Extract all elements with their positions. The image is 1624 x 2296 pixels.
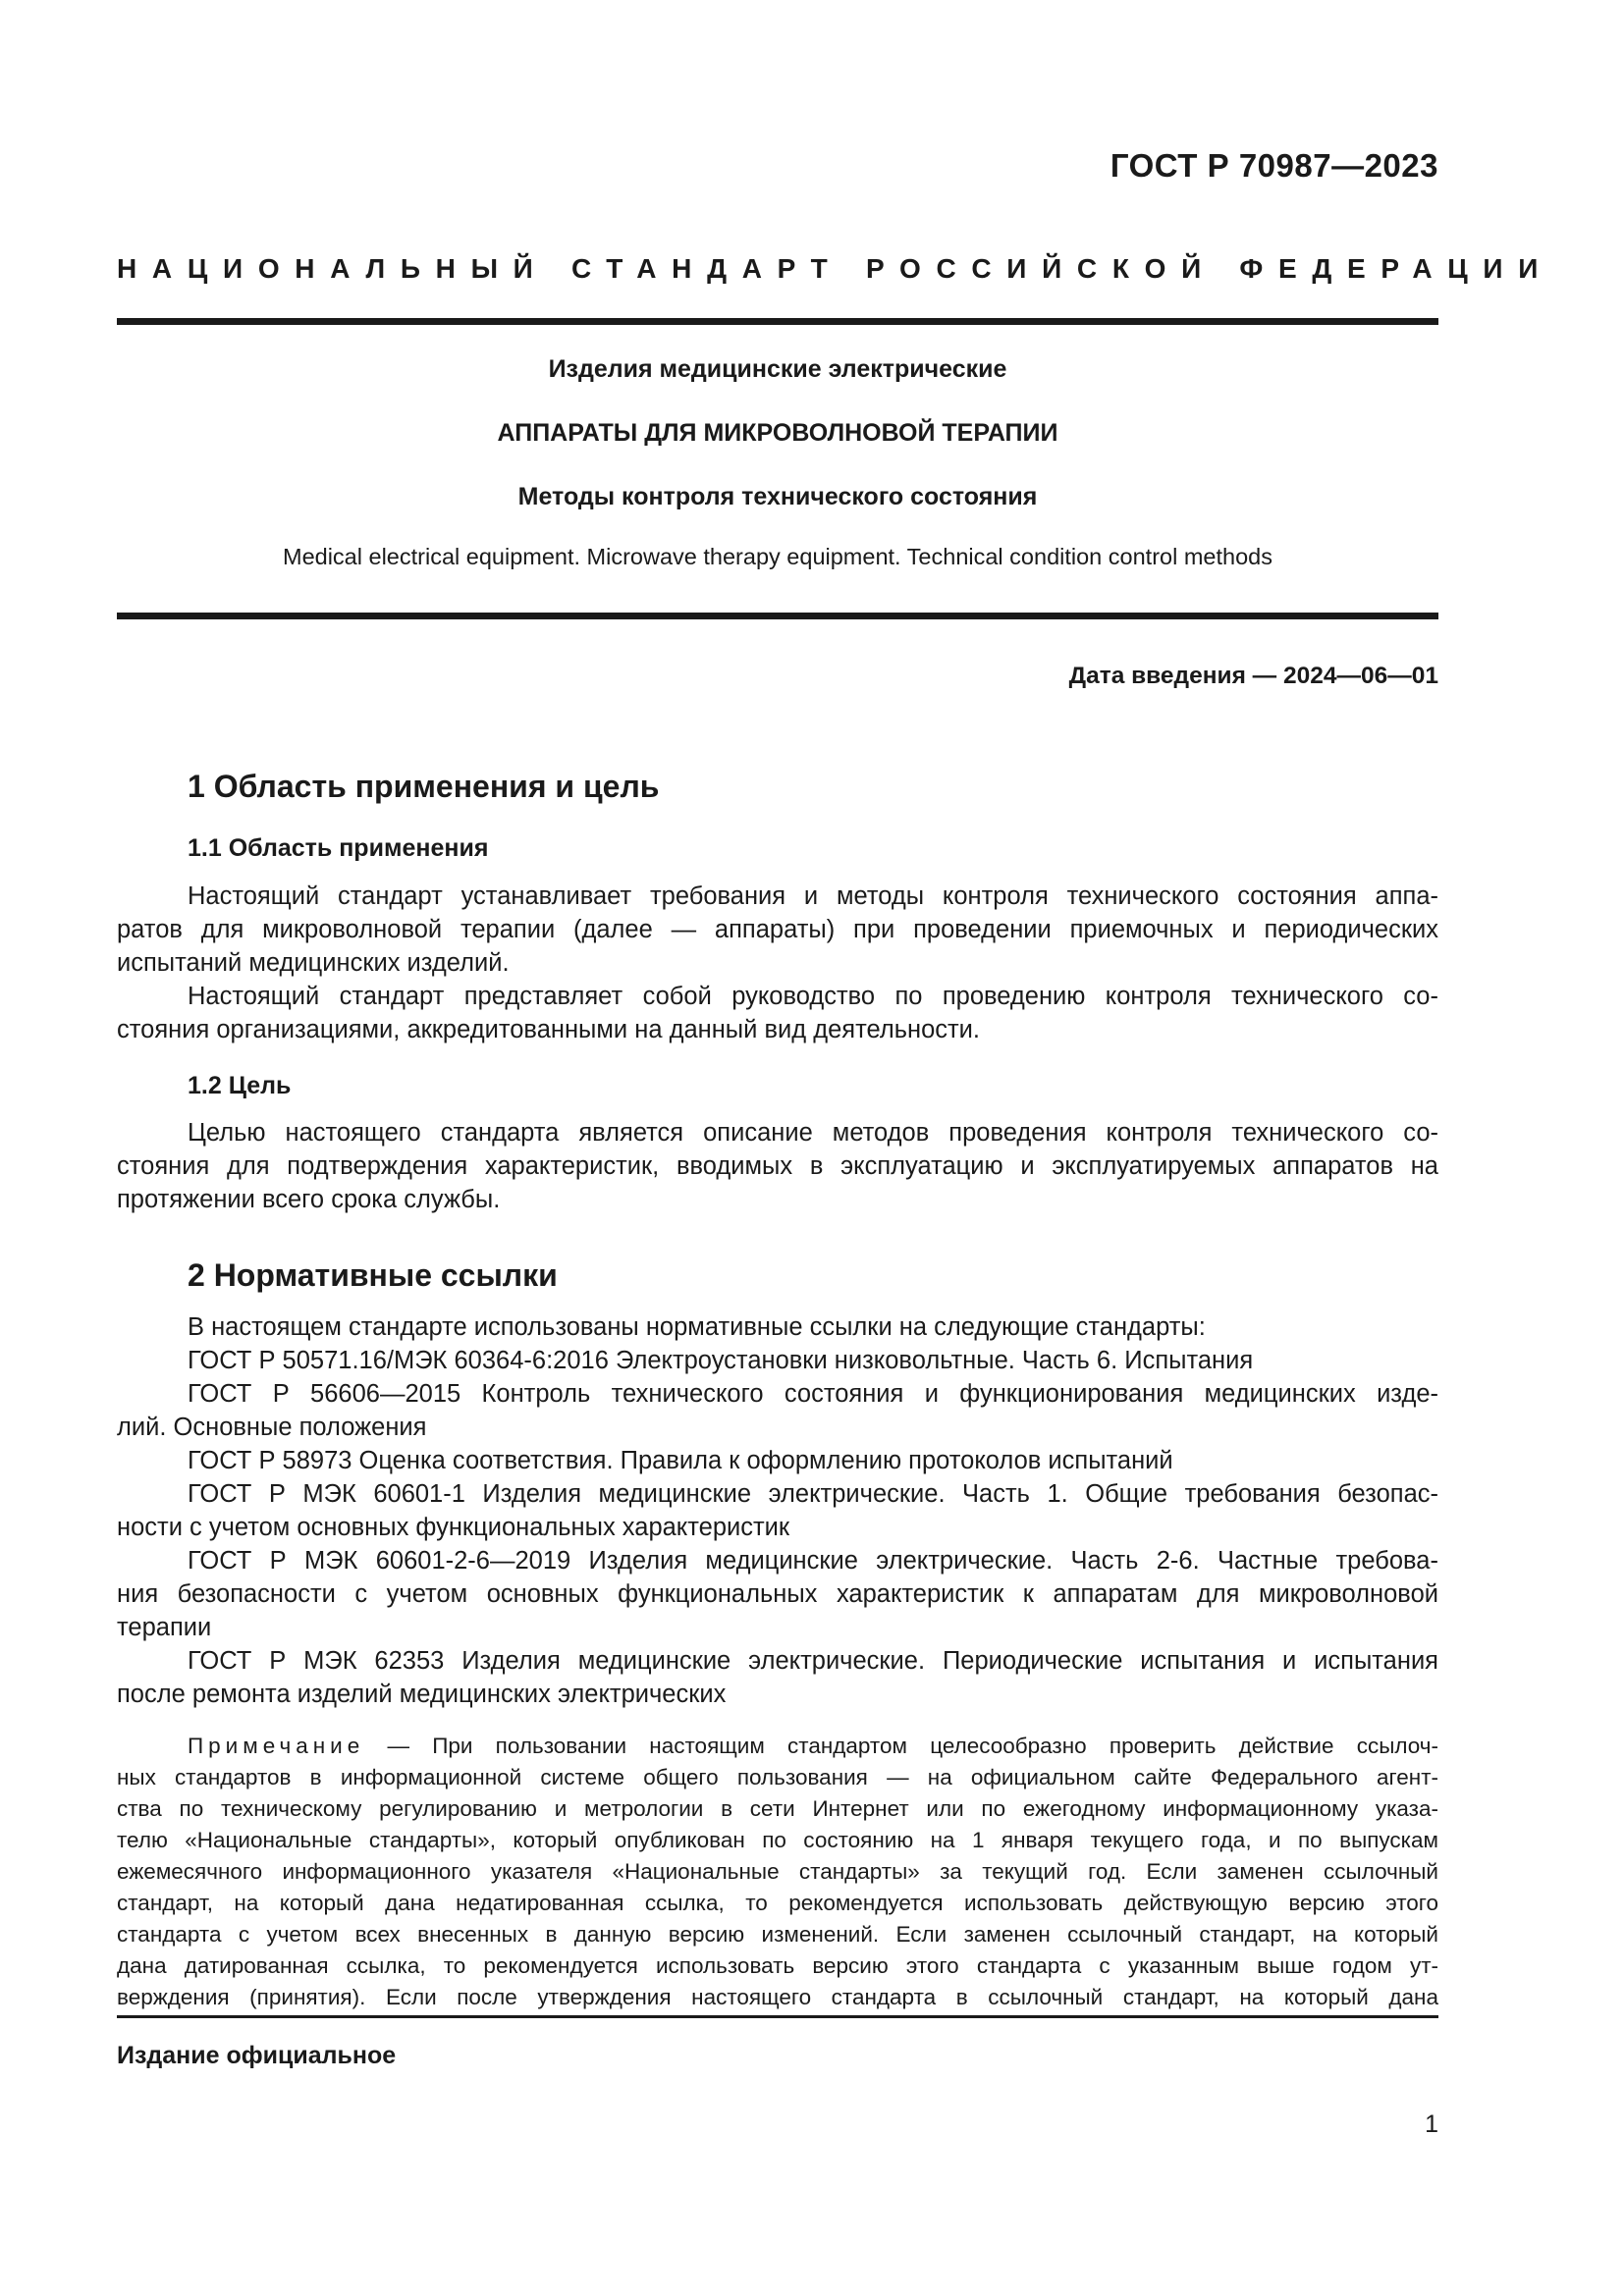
reference-line: ГОСТ Р 56606—2015 Контроль технического состояния и функционирования медицинских изде- <box>188 1380 1438 1408</box>
section-1-2-heading: 1.2 Цель <box>188 1072 292 1099</box>
reference-line: после ремонта изделий медицинских электрических <box>117 1681 727 1708</box>
reference-line: ГОСТ Р МЭК 62353 Изделия медицинские электрические. Периодические испытания и испытания <box>188 1647 1438 1675</box>
reference-line: ности с учетом основных функциональных характеристик <box>117 1514 790 1541</box>
document-page <box>117 0 1554 2296</box>
paragraph-line: Целью настоящего стандарта является описание методов проведения контроля технического со- <box>188 1119 1438 1147</box>
note-line: телю «Национальные стандарты», который опубликован по состоянию на 1 января текущего года, и по выпускам <box>117 1828 1438 1852</box>
paragraph-line: ратов для микроволновой терапии (далее — аппараты) при проведении приемочных и периодических <box>117 916 1438 943</box>
note-line: стандарт, на который дана недатированная ссылка, то рекомендуется использовать действующую версию этого <box>117 1891 1438 1915</box>
english-title: Medical electrical equipment. Microwave therapy equipment. Technical condition control methods <box>283 544 1272 569</box>
note-line: ных стандартов в информационной системе общего пользования — на официальном сайте Федерального агент- <box>117 1765 1438 1789</box>
note-line: дана датированная ссылка, то рекомендуется использовать версию этого стандарта с указанным выше годом ут- <box>117 1953 1438 1978</box>
reference-line: терапии <box>117 1614 212 1641</box>
note-line: верждения (принятия). Если после утверждения настоящего стандарта в ссылочный стандарт, на который дана <box>117 1985 1438 2009</box>
paragraph-line: протяжении всего срока службы. <box>117 1186 501 1213</box>
note-first-line <box>188 1731 1438 1762</box>
note-text: — При пользовании настоящим стандартом целесообразно проверить действие ссылоч- <box>364 1734 1438 1758</box>
note-line: ежемесячного информационного указателя «Национальные стандарты» за текущий год. Если заменен ссылочный <box>117 1859 1438 1884</box>
national-standard-banner: НАЦИОНАЛЬНЫЙ СТАНДАРТ РОССИЙСКОЙ ФЕДЕРАЦИИ <box>117 253 1554 284</box>
introduction-date: Дата введения — 2024—06—01 <box>1068 663 1438 689</box>
edition-label: Издание официальное <box>117 2042 397 2069</box>
header-divider-bottom <box>117 613 1438 619</box>
page-number: 1 <box>1425 2110 1438 2138</box>
standard-number: ГОСТ Р 70987—2023 <box>1110 147 1438 184</box>
paragraph-line: стояния организациями, аккредитованными на данный вид деятельности. <box>117 1016 981 1043</box>
reference-line: лий. Основные положения <box>117 1414 427 1441</box>
reference-line: В настоящем стандарте использованы нормативные ссылки на следующие стандарты: <box>188 1313 1206 1341</box>
reference-line: ГОСТ Р МЭК 60601-2-6—2019 Изделия медицинские электрические. Часть 2-6. Частные требова- <box>188 1547 1438 1575</box>
footer-divider <box>117 2015 1438 2018</box>
note-label: Примечание <box>188 1734 365 1758</box>
reference-line: ГОСТ Р 50571.16/МЭК 60364-6:2016 Электроустановки низковольтные. Часть 6. Испытания <box>188 1347 1254 1374</box>
reference-line: ГОСТ Р 58973 Оценка соответствия. Правила к оформлению протоколов испытаний <box>188 1447 1173 1474</box>
section-2-heading: 2 Нормативные ссылки <box>188 1257 558 1293</box>
note-line: стандарта с учетом всех внесенных в данную версию изменений. Если заменен ссылочный стандарт, на который <box>117 1922 1438 1947</box>
header-divider-top <box>117 318 1438 325</box>
note-line: ства по техническому регулированию и метрологии в сети Интернет или по ежегодному информационному указа- <box>117 1796 1438 1821</box>
section-1-heading: 1 Область применения и цель <box>188 769 660 804</box>
title-line-3: Методы контроля технического состояния <box>517 483 1038 510</box>
section-1-1-heading: 1.1 Область применения <box>188 834 489 862</box>
title-line-1: Изделия медицинские электрические <box>548 355 1007 383</box>
paragraph-line: испытаний медицинских изделий. <box>117 949 510 977</box>
reference-line: ния безопасности с учетом основных функциональных характеристик к аппаратам для микроволновой <box>117 1580 1438 1608</box>
paragraph-line: Настоящий стандарт представляет собой руководство по проведению контроля технического со- <box>188 983 1438 1010</box>
paragraph-line: стояния для подтверждения характеристик, вводимых в эксплуатацию и эксплуатируемых аппаратов на <box>117 1152 1438 1180</box>
paragraph-line: Настоящий стандарт устанавливает требования и методы контроля технического состояния аппа- <box>188 882 1438 910</box>
title-line-2: АППАРАТЫ ДЛЯ МИКРОВОЛНОВОЙ ТЕРАПИИ <box>497 419 1058 447</box>
reference-line: ГОСТ Р МЭК 60601-1 Изделия медицинские электрические. Часть 1. Общие требования безопас- <box>188 1480 1438 1508</box>
